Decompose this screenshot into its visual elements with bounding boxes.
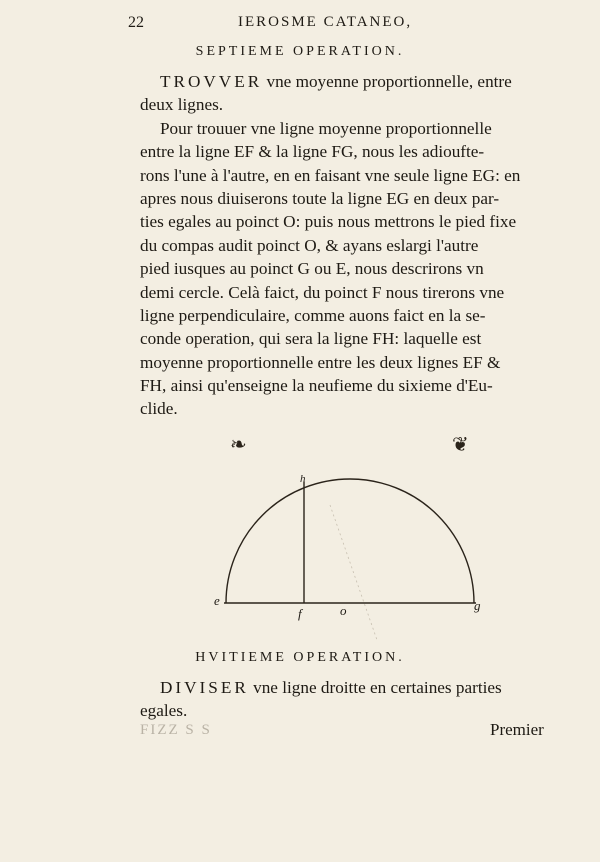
catchword: Premier — [490, 720, 544, 739]
bleed-through-text: FIZZ S S — [140, 722, 212, 738]
line-text: moyenne proportionnelle entre les deux lignes EF & — [140, 352, 501, 372]
line-text: egales. — [140, 701, 188, 721]
section-title-septieme: SEPTIEME OPERATION. — [195, 44, 405, 59]
label-g: g — [474, 598, 481, 613]
line-text: demi cercle. Celà faict, du poinct F nous tirerons vne — [140, 282, 505, 302]
line-text: Pour trouuer vne ligne moyenne proportionnelle — [160, 118, 492, 138]
line-text: ties egales au poinct O: puis nous mettrons le pied fixe — [140, 212, 517, 232]
line-text: deux lignes. — [140, 95, 224, 115]
line-text: FH, ainsi qu'enseigne la neufieme du sixieme d'Eu- — [140, 376, 493, 396]
section-huitieme-body — [140, 676, 552, 723]
label-f: f — [298, 606, 302, 621]
line-text: rons l'une à l'autre, en en faisant vne seule ligne EG: en — [140, 165, 521, 185]
line-text: du compas audit poinct O, & ayans eslargi l'autre — [140, 235, 479, 255]
line-text: pied iusques au poinct G ou E, nous descrirons vn — [140, 259, 484, 279]
line-text: apres nous diuiserons toute la ligne EG en deux par- — [140, 188, 500, 208]
label-o: o — [340, 603, 347, 618]
line-text: vne ligne droitte en certaines parties — [248, 678, 502, 697]
section-title-huitieme: HVITIEME OPERATION. — [195, 650, 405, 665]
line-text: clide. — [140, 399, 178, 419]
label-e: e — [214, 593, 220, 608]
text-line — [140, 676, 552, 699]
opening-word: DIVISER — [160, 678, 249, 697]
faint-guide-line — [330, 505, 377, 640]
semicircle-arc — [226, 479, 474, 603]
label-h: h — [300, 473, 306, 485]
running-title: IEROSME CATANEO, — [238, 14, 413, 30]
opening-word: TROVVER — [160, 72, 263, 91]
line-text: entre la ligne EF & la ligne FG, nous les adioufte- — [140, 142, 485, 162]
line-text: vne moyenne proportionnelle, entre — [262, 72, 512, 91]
page-number: 22 — [128, 14, 144, 31]
fleuron-right-icon: ❦ — [452, 434, 469, 456]
line-text: ligne perpendiculaire, comme auons faict en la se- — [140, 305, 486, 325]
line-text: conde operation, qui sera la ligne FH: laquelle est — [140, 329, 482, 349]
fleuron-left-icon: ❧ — [230, 434, 247, 456]
